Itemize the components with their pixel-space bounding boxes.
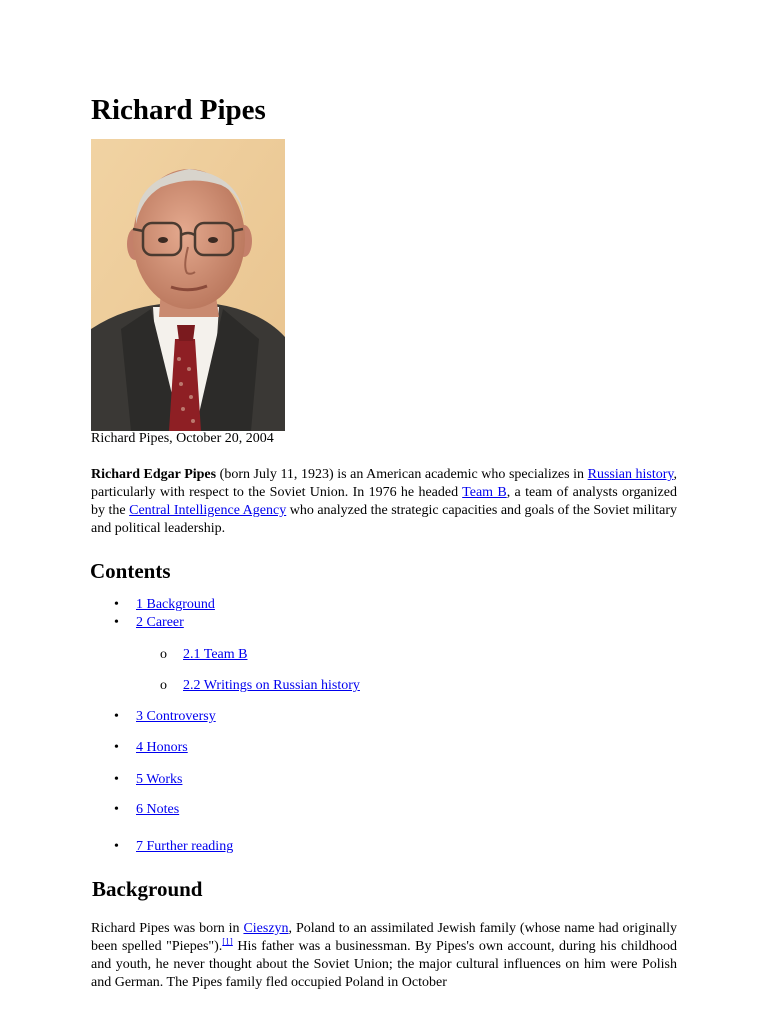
background-text: His father was a businessman. By Pipes's own account, during his childhood and youth, he never thought about the Soviet Union; the major cultural influences on him were Polish and German. The Pipes family fled occupied Poland in October: [91, 939, 677, 990]
sub-bullet-icon: o: [160, 647, 167, 662]
lead-paragraph: [91, 466, 677, 538]
toc-item-writings[interactable]: 2.2 Writings on Russian history: [183, 678, 360, 693]
bullet-icon: •: [114, 709, 119, 724]
toc-item-career[interactable]: 2 Career: [136, 615, 184, 630]
background-paragraph: [91, 920, 677, 992]
bullet-icon: •: [114, 772, 119, 787]
lead-text: , a team of analysts organized by the: [91, 485, 677, 518]
toc-item-background[interactable]: 1 Background: [136, 597, 215, 612]
toc-item-controversy[interactable]: 3 Controversy: [136, 709, 216, 724]
toc-item-team-b[interactable]: 2.1 Team B: [183, 647, 248, 662]
lead-text: who analyzed the strategic capacities and goals of the Soviet military and political leadership.: [91, 503, 677, 536]
portrait-illustration: [91, 139, 285, 431]
portrait-image: [91, 139, 285, 431]
contents-heading: Contents: [90, 559, 171, 583]
background-text: Richard Pipes was born in: [91, 921, 244, 936]
background-text: , Poland to an assimilated Jewish family (whose name had originally been spelled "Piepes").: [91, 921, 677, 954]
toc-item-works[interactable]: 5 Works: [136, 772, 183, 787]
bullet-icon: •: [114, 839, 119, 854]
background-heading: Background: [92, 877, 203, 901]
lead-text: (born July 11, 1923) is an American academic who specializes in: [216, 467, 588, 482]
lead-text: , particularly with respect to the Soviet Union. In 1976 he headed: [91, 467, 677, 500]
bullet-icon: •: [114, 740, 119, 755]
bullet-icon: •: [114, 615, 119, 630]
link-team-b[interactable]: Team B: [462, 485, 507, 500]
link-russian-history[interactable]: Russian history: [587, 467, 674, 482]
toc-item-further-reading[interactable]: 7 Further reading: [136, 839, 234, 854]
subject-name: Richard Edgar Pipes: [91, 467, 217, 482]
link-cia[interactable]: Central Intelligence Agency: [129, 503, 287, 518]
toc-item-honors[interactable]: 4 Honors: [136, 740, 188, 755]
bullet-icon: •: [114, 802, 119, 817]
sub-bullet-icon: o: [160, 678, 167, 693]
bullet-icon: •: [114, 597, 119, 612]
image-caption: Richard Pipes, October 20, 2004: [91, 431, 274, 446]
toc-item-notes[interactable]: 6 Notes: [136, 802, 180, 817]
page-title: Richard Pipes: [91, 94, 266, 126]
reference-link[interactable]: [1]: [222, 936, 233, 947]
link-cieszyn[interactable]: Cieszyn: [243, 921, 289, 936]
